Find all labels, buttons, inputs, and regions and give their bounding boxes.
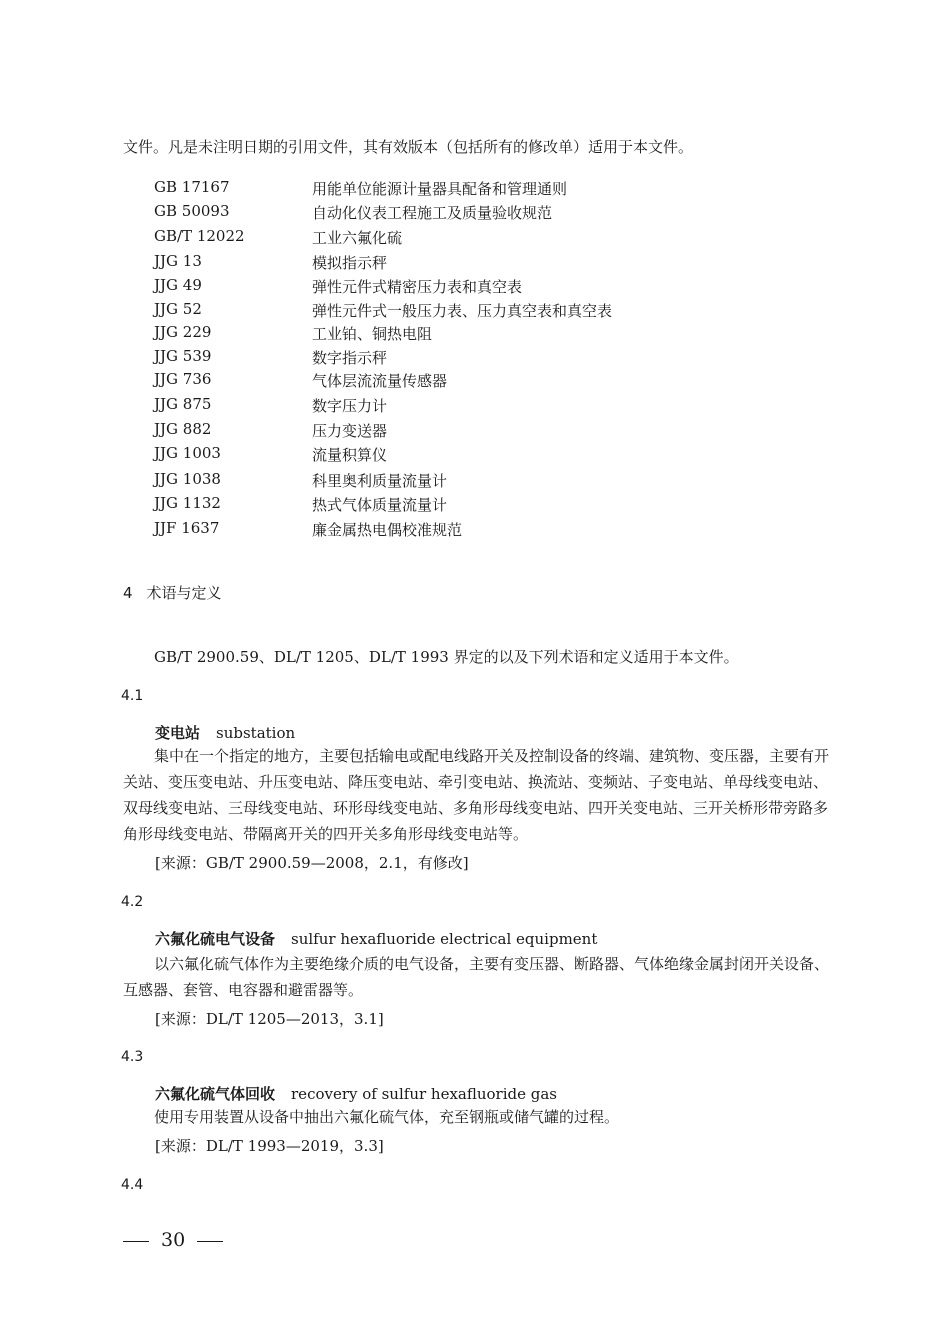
intro-line: 文件。凡是未注明日期的引用文件，其有效版本（包括所有的修改单）适用于本文件。	[123, 138, 694, 156]
reference-code: JJG 49	[154, 276, 202, 294]
term-chinese: 六氟化硫气体回收	[155, 1085, 276, 1103]
term-chinese: 变电站	[155, 724, 201, 742]
reference-code: JJG 229	[154, 323, 212, 341]
reference-title: 热式气体质量流量计	[312, 496, 448, 514]
reference-title: 工业铂、铜热电阻	[312, 325, 433, 343]
reference-code: GB 50093	[154, 202, 230, 220]
clause-number: 4.2	[121, 894, 144, 910]
term-source: [来源：DL/T 1993—2019，3.3]	[155, 1137, 384, 1155]
reference-code: JJG 1003	[154, 444, 221, 462]
page-dash-right	[197, 1241, 223, 1242]
reference-code: GB 17167	[154, 178, 230, 196]
reference-title: 气体层流流量传感器	[312, 372, 448, 390]
section-number: 4	[123, 584, 133, 602]
term-heading	[155, 928, 597, 949]
reference-code: JJF 1637	[154, 519, 220, 537]
reference-title: 数字指示秤	[312, 349, 388, 367]
reference-title: 廉金属热电偶校准规范	[312, 521, 463, 539]
section-intro: GB/T 2900.59、DL/T 1205、DL/T 1993 界定的以及下列术语和定义适用于本文件。	[154, 648, 739, 666]
reference-title: 数字压力计	[312, 397, 388, 415]
reference-code: JJG 52	[154, 300, 202, 318]
term-source: [来源：GB/T 2900.59—2008，2.1，有修改]	[155, 854, 469, 872]
reference-title: 弹性元件式精密压力表和真空表	[312, 278, 523, 296]
section-heading	[123, 582, 222, 603]
page-number-value: 30	[161, 1229, 186, 1251]
section-title: 术语与定义	[146, 584, 222, 602]
reference-title: 工业六氟化硫	[312, 229, 403, 247]
term-definition: 以六氟化硫气体作为主要绝缘介质的电气设备，主要有变压器、断路器、气体绝缘金属封闭开关设备、互感器、套管、电容器和避雷器等。	[123, 955, 830, 999]
reference-code: JJG 882	[154, 420, 212, 438]
reference-code: JJG 1132	[154, 494, 221, 512]
reference-code: JJG 875	[154, 395, 212, 413]
reference-code: JJG 1038	[154, 470, 221, 488]
clause-number: 4.1	[121, 688, 144, 704]
term-definition: 集中在一个指定的地方，主要包括输电或配电线路开关及控制设备的终端、建筑物、变压器，主要有开关站、变压变电站、升压变电站、降压变电站、牵引变电站、换流站、变频站、子变电站、单母线变电站、双母线变电站、三母线变电站、环形母线变电站、多角形母线变电站、四开关变电站、三开关桥形带旁路多角形母线变电站、带隔离开关的四开关多角形母线变电站等。	[123, 747, 830, 843]
reference-title: 自动化仪表工程施工及质量验收规范	[312, 204, 553, 222]
page-dash-left	[123, 1241, 149, 1242]
reference-title: 压力变送器	[312, 422, 388, 440]
term-heading	[155, 1083, 557, 1104]
reference-code: JJG 736	[154, 370, 212, 388]
reference-code: JJG 13	[154, 252, 202, 270]
reference-title: 用能单位能源计量器具配备和管理通则	[312, 180, 568, 198]
reference-title: 模拟指示秤	[312, 254, 388, 272]
clause-number: 4.4	[121, 1177, 144, 1193]
term-definition: 使用专用装置从设备中抽出六氟化硫气体，充至钢瓶或储气罐的过程。	[154, 1108, 620, 1126]
term-english: sulfur hexafluoride electrical equipment	[291, 930, 598, 948]
reference-code: GB/T 12022	[154, 227, 245, 245]
term-chinese: 六氟化硫电气设备	[155, 930, 276, 948]
reference-title: 科里奥利质量流量计	[312, 472, 448, 490]
term-english: substation	[216, 724, 296, 742]
term-heading	[155, 722, 295, 743]
term-source: [来源：DL/T 1205—2013，3.1]	[155, 1010, 384, 1028]
reference-code: JJG 539	[154, 347, 212, 365]
reference-title: 流量积算仪	[312, 446, 388, 464]
reference-title: 弹性元件式一般压力表、压力真空表和真空表	[312, 302, 613, 320]
term-english: recovery of sulfur hexafluoride gas	[291, 1085, 558, 1103]
clause-number: 4.3	[121, 1049, 144, 1065]
page-number	[123, 1229, 223, 1251]
